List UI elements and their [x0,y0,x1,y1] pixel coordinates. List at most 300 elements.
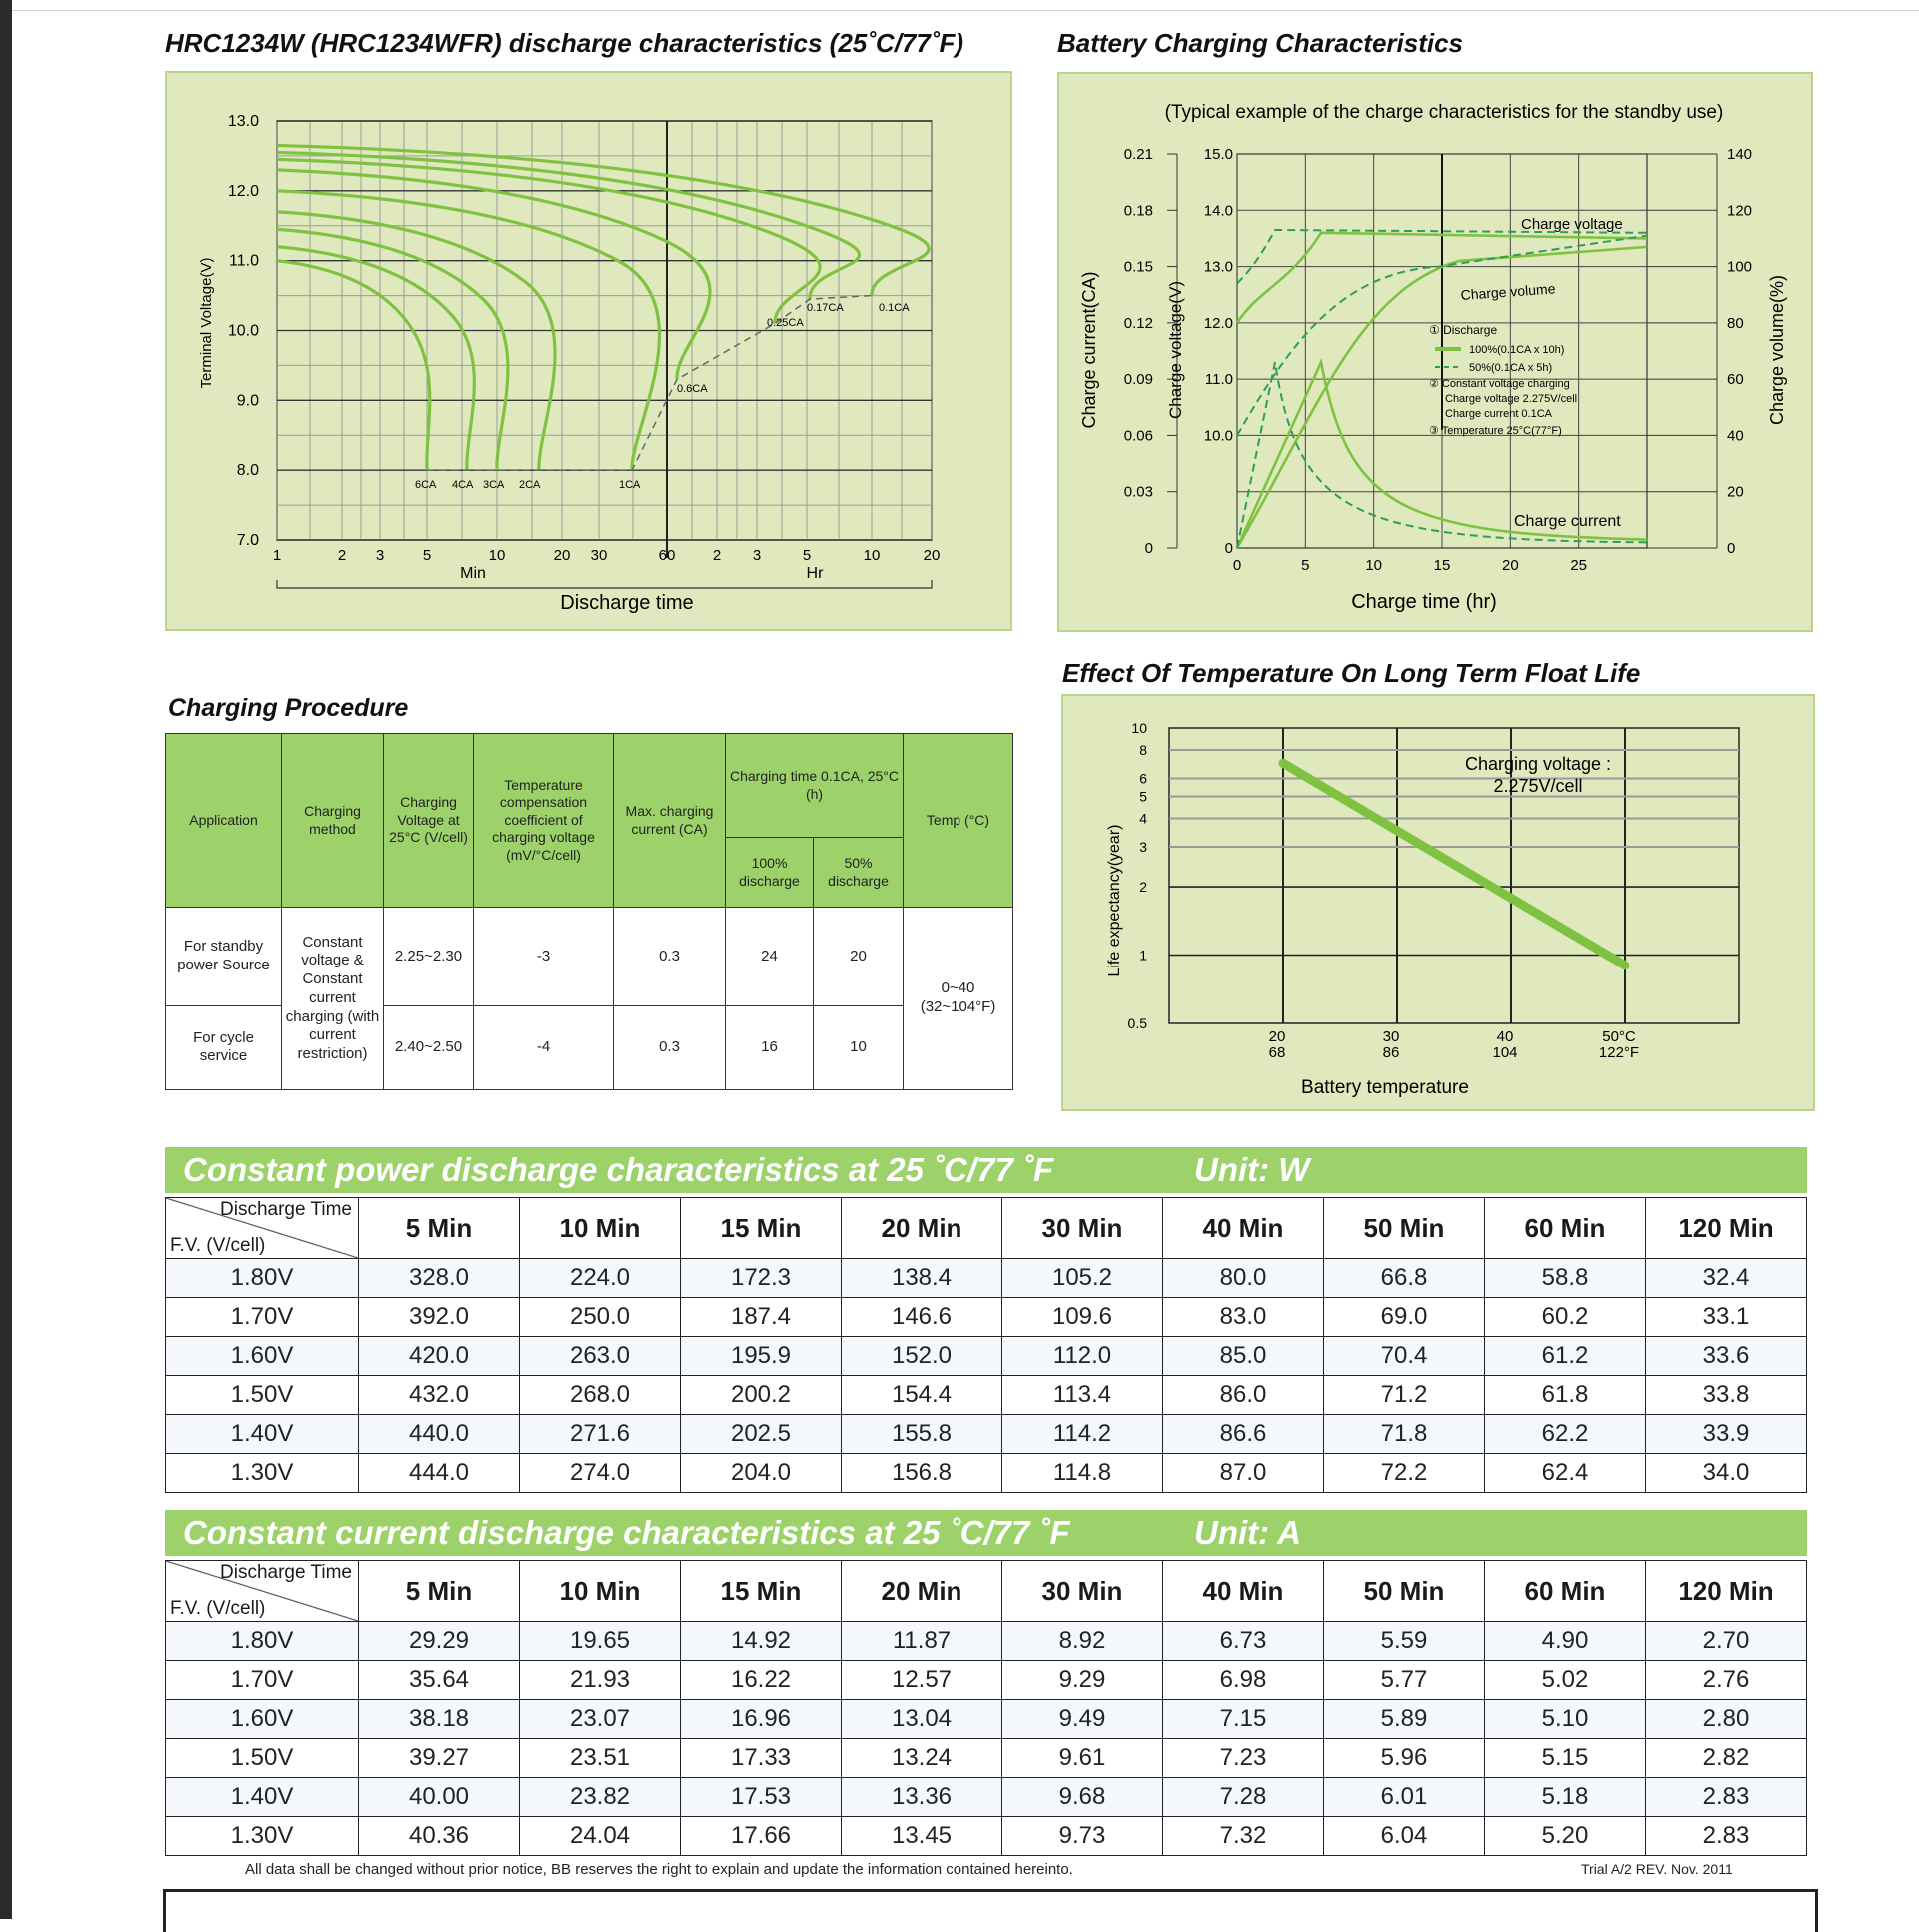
value-cell: 109.6 [1002,1298,1163,1337]
final-voltage-cell: 1.50V [166,1739,359,1778]
value-cell: 33.9 [1646,1415,1807,1454]
float-y-tick: 0.5 [1127,1015,1147,1031]
discharge-y-tick: 9.0 [236,392,259,410]
float-x-tick-c: 50°C [1602,1028,1636,1045]
final-voltage-cell: 1.40V [166,1778,359,1817]
discharge-curve [277,247,474,470]
value-cell: 392.0 [359,1298,520,1337]
value-cell: 200.2 [681,1376,842,1415]
charge-current-tick: 0.09 [1123,371,1153,389]
table-row [166,1298,1807,1337]
value-cell: 40.36 [359,1817,520,1856]
charge-voltage-curve-label: Charge voltage [1521,216,1623,233]
discharge-x-tick: 1 [272,547,282,564]
column-header: 30 Min [1002,1561,1163,1622]
discharge-x-tick: 5 [422,547,432,564]
value-cell: 13.24 [842,1739,1002,1778]
column-header: 20 Min [842,1198,1002,1259]
charging-chart [1059,74,1811,630]
proc-method: Constant voltage & Constant current charging (with current restriction) [282,908,384,1090]
value-cell: 13.45 [842,1817,1002,1856]
charge-volume-tick: 20 [1727,483,1744,501]
value-cell: 9.29 [1002,1661,1163,1700]
float-x-tick-f: 68 [1268,1044,1286,1061]
value-cell: 202.5 [681,1415,842,1454]
value-cell: 4.90 [1485,1622,1646,1661]
charge-voltage-tick: 13.0 [1203,258,1233,276]
charging-procedure-table [165,733,1013,1090]
discharge-x-tick: 60 [658,547,676,564]
discharge-y-label: Terminal Voltage(V) [198,257,215,389]
charge-voltage-tick: 12.0 [1203,314,1233,332]
proc-header-voltage: Charging Voltage at 25°C (V/cell) [384,734,474,908]
final-voltage-cell: 1.40V [166,1415,359,1454]
column-header: 5 Min [359,1198,520,1259]
value-cell: 5.20 [1485,1817,1646,1856]
value-cell: 9.73 [1002,1817,1163,1856]
proc-100pct: 16 [726,1005,814,1089]
value-cell: 72.2 [1324,1454,1485,1493]
column-header: 15 Min [681,1561,842,1622]
table-row [166,908,1013,1005]
table-row [166,1376,1807,1415]
proc-header-application: Application [166,734,282,908]
footer-revision: Trial A/2 REV. Nov. 2011 [1581,1861,1733,1877]
final-voltage-cell: 1.70V [166,1298,359,1337]
value-cell: 9.49 [1002,1700,1163,1739]
discharge-x-tick: 5 [802,547,812,564]
float-y-tick: 3 [1139,838,1147,855]
float-x-tick-c: 40 [1496,1028,1514,1045]
value-cell: 114.8 [1002,1454,1163,1493]
charge-voltage-tick: 11.0 [1204,371,1233,389]
float-x-tick-f: 122°F [1598,1044,1640,1061]
charge-volume-tick: 40 [1727,427,1744,445]
value-cell: 14.92 [681,1622,842,1661]
value-cell: 33.1 [1646,1298,1807,1337]
value-cell: 16.96 [681,1700,842,1739]
column-header: 10 Min [520,1561,681,1622]
value-cell: 87.0 [1163,1454,1324,1493]
value-cell: 268.0 [520,1376,681,1415]
value-cell: 5.10 [1485,1700,1646,1739]
discharge-x-tick: 2 [337,547,347,564]
legend-charge-current: Charge current 0.1CA [1445,408,1552,420]
discharge-x-tick: 30 [590,547,608,564]
discharge-chart-panel [165,71,1012,631]
value-cell: 38.18 [359,1700,520,1739]
value-cell: 8.92 [1002,1622,1163,1661]
value-cell: 32.4 [1646,1259,1807,1298]
proc-50pct: 20 [814,908,904,1005]
footer-note: All data shall be changed without prior notice, BB reserves the right to explain and update the information contained hereinto. [245,1861,1073,1878]
discharge-curve-label: 3CA [483,479,505,491]
legend-50pct: 50%(0.1CA x 5h) [1469,362,1553,374]
column-header: 30 Min [1002,1198,1163,1259]
current-table-banner [165,1510,1807,1556]
value-cell: 23.07 [520,1700,681,1739]
final-voltage-cell: 1.60V [166,1700,359,1739]
proc-50pct: 10 [814,1005,904,1089]
value-cell: 112.0 [1002,1337,1163,1376]
discharge-y-tick: 10.0 [227,322,259,340]
charge-current-curve-label: Charge current [1514,513,1621,530]
charge-current-tick: 0.12 [1123,314,1153,332]
charge-volume-tick: 60 [1727,371,1744,389]
charge-current-tick: 0 [1144,540,1153,557]
value-cell: 69.0 [1324,1298,1485,1337]
power-table-unit: Unit: W [1194,1151,1310,1188]
value-cell: 420.0 [359,1337,520,1376]
proc-voltage: 2.25~2.30 [384,908,474,1005]
column-header: 40 Min [1163,1561,1324,1622]
value-cell: 146.6 [842,1298,1002,1337]
table-row [166,1700,1807,1739]
charge-voltage-tick: 14.0 [1203,202,1233,220]
charge-volume-tick: 140 [1727,146,1753,163]
final-voltage-cell: 1.80V [166,1622,359,1661]
value-cell: 12.57 [842,1661,1002,1700]
charging-x-tick: 10 [1365,557,1383,574]
float-y-tick: 1 [1139,947,1147,964]
current-table-unit: Unit: A [1194,1514,1301,1551]
discharge-curve-label: 0.1CA [879,302,910,314]
column-header: 10 Min [520,1198,681,1259]
value-cell: 2.83 [1646,1817,1807,1856]
float-x-tick-c: 20 [1268,1028,1286,1045]
value-cell: 6.04 [1324,1817,1485,1856]
page-top-edge [12,0,1919,11]
value-cell: 6.01 [1324,1778,1485,1817]
discharge-x-tick: 3 [752,547,762,564]
value-cell: 61.2 [1485,1337,1646,1376]
column-header: 5 Min [359,1561,520,1622]
page-bottom-box [163,1889,1818,1932]
value-cell: 21.93 [520,1661,681,1700]
float-chart-panel [1061,694,1815,1111]
charging-x-tick: 20 [1501,557,1519,574]
corner-header [166,1198,359,1259]
table-row [166,1778,1807,1817]
charge-current-tick: 0.03 [1123,483,1153,501]
viewer-left-edge [0,0,12,1919]
discharge-y-tick: 13.0 [227,113,259,130]
column-header: 50 Min [1324,1561,1485,1622]
value-cell: 154.4 [842,1376,1002,1415]
charging-x-tick: 15 [1433,557,1451,574]
proc-header-max-current: Max. charging current (CA) [614,734,726,908]
table-row [166,1817,1807,1856]
value-cell: 274.0 [520,1454,681,1493]
charge-current-tick: 0.18 [1123,202,1153,220]
value-cell: 138.4 [842,1259,1002,1298]
charging-x-tick: 0 [1232,557,1242,574]
value-cell: 9.68 [1002,1778,1163,1817]
value-cell: 156.8 [842,1454,1002,1493]
current-table-title: Constant current discharge characteristics at 25 ˚C/77 ˚F [183,1514,1070,1551]
value-cell: 61.8 [1485,1376,1646,1415]
value-cell: 444.0 [359,1454,520,1493]
value-cell: 187.4 [681,1298,842,1337]
value-cell: 2.83 [1646,1778,1807,1817]
charge-volume-tick: 120 [1727,202,1753,220]
proc-header-method: Charging method [282,734,384,908]
value-cell: 2.70 [1646,1622,1807,1661]
corner-discharge-time: Discharge Time [220,1562,352,1583]
float-chart [1063,696,1813,1109]
corner-final-voltage: F.V. (V/cell) [170,1235,266,1257]
legend-100pct: 100%(0.1CA x 10h) [1469,344,1565,356]
power-discharge-table [165,1197,1807,1493]
discharge-x-label: Discharge time [560,592,694,614]
value-cell: 40.00 [359,1778,520,1817]
discharge-x-group-hr: Hr [806,565,824,582]
discharge-x-tick: 20 [553,547,571,564]
value-cell: 71.8 [1324,1415,1485,1454]
charge-volume-tick: 100 [1727,258,1753,276]
value-cell: 58.8 [1485,1259,1646,1298]
table-row [166,1259,1807,1298]
table-row [166,1622,1807,1661]
charge-current-tick: 0.06 [1123,427,1153,445]
discharge-y-tick: 12.0 [227,182,259,200]
table-row [166,1415,1807,1454]
value-cell: 29.29 [359,1622,520,1661]
charge-volume-tick: 80 [1727,314,1744,332]
corner-header [166,1561,359,1622]
charging-chart-title: Battery Charging Characteristics [1057,28,1464,58]
column-header: 120 Min [1646,1198,1807,1259]
charge-volume-tick: 0 [1727,540,1736,557]
value-cell: 35.64 [359,1661,520,1700]
charge-current-tick: 0.21 [1123,146,1153,163]
discharge-curve-label: 0.17CA [807,302,844,314]
legend-temperature: ③ Temperature 25°C(77°F) [1429,425,1562,437]
discharge-x-bracket [277,580,932,588]
column-header: 60 Min [1485,1561,1646,1622]
proc-application: For standby power Source [166,908,282,1005]
value-cell: 33.8 [1646,1376,1807,1415]
value-cell: 16.22 [681,1661,842,1700]
proc-voltage: 2.40~2.50 [384,1005,474,1089]
value-cell: 83.0 [1163,1298,1324,1337]
value-cell: 9.61 [1002,1739,1163,1778]
legend-discharge: ① Discharge [1429,323,1498,337]
current-discharge-table [165,1560,1807,1856]
proc-header-temp-comp: Temperature compensation coefficient of charging voltage (mV/°C/cell) [474,734,614,908]
proc-header-temp: Temp (°C) [904,734,1013,908]
proc-application: For cycle service [166,1005,282,1089]
discharge-x-tick: 3 [375,547,385,564]
float-x-label: Battery temperature [1301,1077,1469,1098]
float-y-tick: 6 [1139,770,1147,787]
value-cell: 86.0 [1163,1376,1324,1415]
value-cell: 440.0 [359,1415,520,1454]
discharge-x-group-min: Min [460,565,486,582]
float-y-tick: 2 [1139,879,1147,896]
value-cell: 250.0 [520,1298,681,1337]
discharge-x-tick: 20 [923,547,941,564]
proc-temp-range: 0~40 (32~104°F) [904,908,1013,1090]
value-cell: 13.36 [842,1778,1002,1817]
charging-legend [1429,323,1577,437]
discharge-chart [167,73,1010,629]
float-plot-frame [1169,728,1739,1023]
value-cell: 2.80 [1646,1700,1807,1739]
value-cell: 7.28 [1163,1778,1324,1817]
corner-final-voltage: F.V. (V/cell) [170,1598,266,1620]
final-voltage-cell: 1.70V [166,1661,359,1700]
value-cell: 23.82 [520,1778,681,1817]
corner-discharge-time: Discharge Time [220,1199,352,1220]
float-annotation-1: Charging voltage : [1464,754,1612,774]
value-cell: 328.0 [359,1259,520,1298]
value-cell: 172.3 [681,1259,842,1298]
value-cell: 204.0 [681,1454,842,1493]
discharge-end-voltage-line [427,296,872,471]
value-cell: 17.53 [681,1778,842,1817]
power-table-title: Constant power discharge characteristics at 25 ˚C/77 ˚F [183,1151,1054,1188]
value-cell: 263.0 [520,1337,681,1376]
discharge-curve-label: 2CA [519,479,541,491]
value-cell: 13.04 [842,1700,1002,1739]
proc-header-100pct: 100% discharge [726,838,814,908]
charge-voltage-tick: 15.0 [1203,146,1233,163]
charge-current-tick: 0.15 [1123,258,1153,276]
value-cell: 5.96 [1324,1739,1485,1778]
value-cell: 114.2 [1002,1415,1163,1454]
value-cell: 271.6 [520,1415,681,1454]
value-cell: 2.76 [1646,1661,1807,1700]
proc-max-current: 0.3 [614,1005,726,1089]
value-cell: 66.8 [1324,1259,1485,1298]
float-y-tick: 8 [1139,742,1147,759]
discharge-curve-label: 1CA [619,479,641,491]
proc-max-current: 0.3 [614,908,726,1005]
value-cell: 6.73 [1163,1622,1324,1661]
discharge-curve-label: 0.6CA [677,383,708,395]
value-cell: 5.18 [1485,1778,1646,1817]
proc-100pct: 24 [726,908,814,1005]
charging-x-tick: 25 [1570,557,1588,574]
value-cell: 39.27 [359,1739,520,1778]
discharge-x-tick: 10 [488,547,506,564]
procedure-title: Charging Procedure [168,694,409,722]
charge-voltage-tick: 10.0 [1203,427,1233,445]
column-header: 120 Min [1646,1561,1807,1622]
final-voltage-cell: 1.30V [166,1817,359,1856]
value-cell: 7.23 [1163,1739,1324,1778]
float-y-tick: 5 [1139,788,1147,805]
legend-charge-voltage: Charge voltage 2.275V/cell [1445,393,1578,405]
value-cell: 86.6 [1163,1415,1324,1454]
value-cell: 11.87 [842,1622,1002,1661]
charge-voltage-tick: 0 [1224,540,1233,557]
charging-x-tick: 5 [1301,557,1310,574]
discharge-curve-label: 4CA [452,479,474,491]
column-header: 40 Min [1163,1198,1324,1259]
value-cell: 33.6 [1646,1337,1807,1376]
value-cell: 62.2 [1485,1415,1646,1454]
value-cell: 70.4 [1324,1337,1485,1376]
value-cell: 5.02 [1485,1661,1646,1700]
discharge-y-tick: 7.0 [236,532,259,549]
float-y-tick: 4 [1139,810,1147,827]
float-x-tick-c: 30 [1382,1028,1400,1045]
charge-volume-axis-label: Charge volume(%) [1767,274,1787,426]
final-voltage-cell: 1.50V [166,1376,359,1415]
value-cell: 60.2 [1485,1298,1646,1337]
proc-header-charge-time: Charging time 0.1CA, 25°C (h) [726,734,904,838]
charging-x-label: Charge time (hr) [1351,591,1497,613]
value-cell: 19.65 [520,1622,681,1661]
value-cell: 155.8 [842,1415,1002,1454]
column-header: 15 Min [681,1198,842,1259]
charging-chart-panel [1057,72,1813,632]
float-x-tick-f: 104 [1492,1044,1518,1061]
value-cell: 85.0 [1163,1337,1324,1376]
table-row [166,1337,1807,1376]
value-cell: 5.59 [1324,1622,1485,1661]
proc-temp-comp: -3 [474,908,614,1005]
table-row [166,1739,1807,1778]
column-header: 50 Min [1324,1198,1485,1259]
table-row [166,1661,1807,1700]
value-cell: 34.0 [1646,1454,1807,1493]
table-row [166,1454,1807,1493]
discharge-y-tick: 8.0 [236,462,259,480]
value-cell: 5.15 [1485,1739,1646,1778]
value-cell: 7.32 [1163,1817,1324,1856]
value-cell: 7.15 [1163,1700,1324,1739]
value-cell: 113.4 [1002,1376,1163,1415]
discharge-curve-label: 6CA [415,479,437,491]
value-cell: 105.2 [1002,1259,1163,1298]
float-annotation-2: 2.275V/cell [1493,776,1583,796]
charge-volume-curve-label: Charge volume [1460,280,1556,303]
value-cell: 224.0 [520,1259,681,1298]
discharge-x-tick: 10 [863,547,881,564]
float-x-tick-f: 86 [1382,1044,1400,1061]
discharge-chart-title: HRC1234W (HRC1234WFR) discharge characteristics (25˚C/77˚F) [165,28,964,58]
value-cell: 195.9 [681,1337,842,1376]
value-cell: 6.98 [1163,1661,1324,1700]
value-cell: 62.4 [1485,1454,1646,1493]
value-cell: 23.51 [520,1739,681,1778]
value-cell: 71.2 [1324,1376,1485,1415]
column-header: 60 Min [1485,1198,1646,1259]
column-header: 20 Min [842,1561,1002,1622]
value-cell: 5.77 [1324,1661,1485,1700]
value-cell: 24.04 [520,1817,681,1856]
float-chart-title: Effect Of Temperature On Long Term Float Life [1062,658,1641,688]
charging-chart-subtitle: (Typical example of the charge characteristics for the standby use) [1164,102,1724,123]
discharge-curve-label: 0.25CA [767,317,804,329]
final-voltage-cell: 1.60V [166,1337,359,1376]
value-cell: 5.89 [1324,1700,1485,1739]
value-cell: 17.33 [681,1739,842,1778]
final-voltage-cell: 1.30V [166,1454,359,1493]
float-y-tick: 10 [1131,720,1147,736]
legend-constant-voltage: ② Constant voltage charging [1429,378,1570,390]
discharge-x-tick: 2 [712,547,722,564]
value-cell: 17.66 [681,1817,842,1856]
value-cell: 152.0 [842,1337,1002,1376]
charge-current-axis-label: Charge current(CA) [1079,271,1099,429]
value-cell: 2.82 [1646,1739,1807,1778]
value-cell: 80.0 [1163,1259,1324,1298]
final-voltage-cell: 1.80V [166,1259,359,1298]
